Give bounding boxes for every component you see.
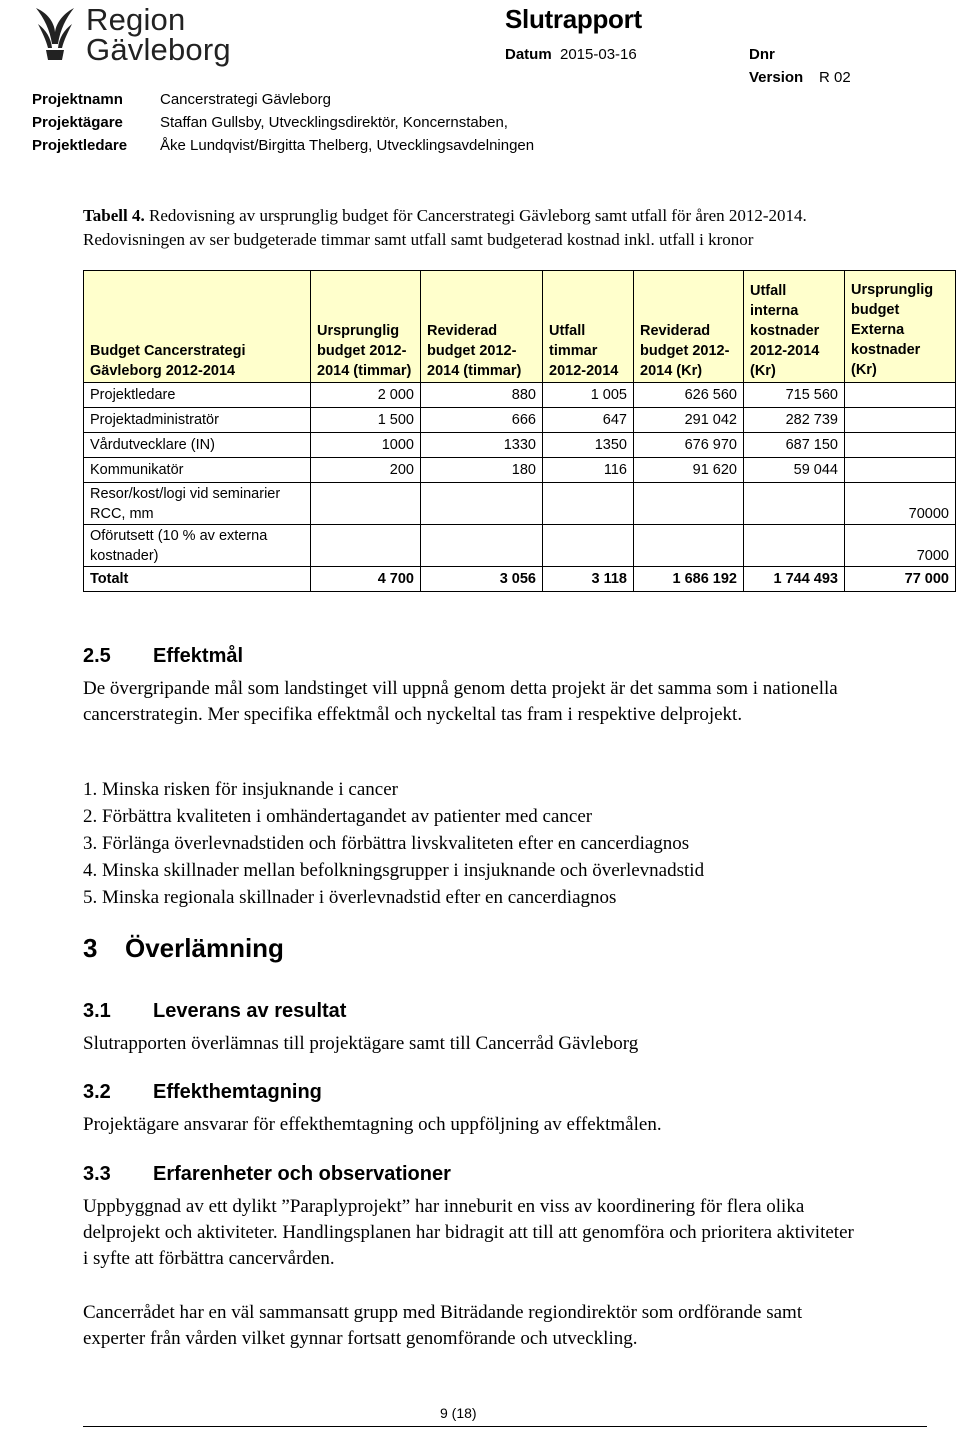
table-cell: 666 [421,408,543,433]
table-cell: 1350 [543,433,634,458]
version-value: R 02 [819,69,851,86]
goal-item: 5. Minska regionala skillnader i överlevnadstid efter en cancerdiagnos [83,887,617,908]
table-cell [845,458,956,483]
section-heading-3-3 [83,1163,451,1186]
goal-item: 4. Minska skillnader mellan befolkningsgrupper i insjuknande och överlevnadstid [83,860,705,881]
section-heading-3-2 [83,1081,322,1104]
table-cell: 70000 [845,483,956,525]
section-title: Leverans av resultat [153,1000,347,1022]
table-cell: Projektledare [84,383,311,408]
table-cell: 1 005 [543,383,634,408]
section-number: 3.1 [83,1000,111,1022]
table-cell [744,483,845,525]
table-cell: Oförutsett (10 % av externa kostnader) [84,525,311,567]
table-cell: 626 560 [634,383,744,408]
projektledare-label: Projektledare [32,137,128,154]
projektagare-value: Staffan Gullsby, Utvecklingsdirektör, Koncernstaben, [160,114,508,131]
projektnamn-value: Cancerstrategi Gävleborg [160,91,331,108]
section-title: Överlämning [125,933,284,963]
table-cell: 1000 [311,433,421,458]
section-3-2-text: Projektägare ansvarar för effekthemtagning och uppföljning av effektmålen. [83,1114,662,1135]
table-cell: 880 [421,383,543,408]
table-cell: 687 150 [744,433,845,458]
goal-item: 3. Förlänga överlevnadstiden och förbättra livskvaliteten efter en cancerdiagnos [83,833,690,854]
section-heading-3 [83,933,284,964]
table-cell: 1 686 192 [634,567,744,592]
table-cell: 1 744 493 [744,567,845,592]
table-cell [634,525,744,567]
section-heading-3-1 [83,1000,346,1023]
footer-divider [83,1426,927,1427]
table-cell: Projektadministratör [84,408,311,433]
section-number: 2.5 [83,645,111,667]
table-header-row [84,271,956,383]
table-cell [421,525,543,567]
dnr-label: Dnr [749,46,775,63]
column-header: Utfall interna kostnader 2012-2014 (Kr) [744,271,845,383]
projektledare-value: Åke Lundqvist/Birgitta Thelberg, Utvecklingsavdelningen [160,137,535,154]
column-header: Ursprunglig budget 2012-2014 (timmar) [311,271,421,383]
table-cell: 715 560 [744,383,845,408]
region-gavleborg-logo [32,2,242,66]
projektnamn-label: Projektnamn [32,91,123,108]
table-cell [744,525,845,567]
table-cell [634,483,744,525]
caption-label: Tabell 4. [83,206,145,225]
table-cell: 3 056 [421,567,543,592]
table-cell [543,483,634,525]
table-cell: Resor/kost/logi vid seminarier RCC, mm [84,483,311,525]
table-cell [421,483,543,525]
section-number: 3 [83,933,98,963]
table-caption [83,204,843,252]
table-row-total [84,567,956,592]
column-header: Ursprunglig budget Externa kostnader (Kr) [845,271,956,383]
section-3-3-text-1: Uppbyggnad av ett dylikt ”Paraplyprojekt” har inneburit en viss av koordinering för flera olika delprojekt och aktiviteter. Handlingsplanen har bidragit att till att genomföra och prioritera aktiviteter i syfte att förbättra cancervården. [83,1196,854,1269]
table-cell: 91 620 [634,458,744,483]
table-cell: 647 [543,408,634,433]
logo-mark-icon [32,4,78,64]
page-number: 9 (18) [440,1405,477,1421]
table-cell: Vårdutvecklare (IN) [84,433,311,458]
column-header: Budget Cancerstrategi Gävleborg 2012-2014 [84,271,311,383]
table-cell: 291 042 [634,408,744,433]
table-cell [311,483,421,525]
table-cell: 3 118 [543,567,634,592]
document-title: Slutrapport [505,4,642,34]
budget-table [83,270,956,592]
caption-text: Redovisning av ursprunglig budget för Cancerstrategi Gävleborg samt utfall för åren 2012-2014. Redovisningen av ser budgeterade timmar samt utfall samt budgeterad kostnad inkl. utfall i kronor [83,206,807,249]
section-title: Effektmål [153,645,244,667]
section-title: Effekthemtagning [153,1081,322,1103]
logo-text-region: Region [86,2,186,37]
section-number: 3.3 [83,1163,111,1185]
table-row [84,433,956,458]
table-row [84,408,956,433]
table-cell: 59 044 [744,458,845,483]
table-cell [311,525,421,567]
column-header: Utfall timmar 2012-2014 [543,271,634,383]
table-cell [845,383,956,408]
goal-item: 2. Förbättra kvaliteten i omhändertagandet av patienter med cancer [83,806,593,827]
table-cell [845,433,956,458]
version-label: Version [749,69,804,86]
table-cell: 116 [543,458,634,483]
table-cell: 1330 [421,433,543,458]
table-cell: 77 000 [845,567,956,592]
column-header: Reviderad budget 2012-2014 (Kr) [634,271,744,383]
logo-text-gavleborg: Gävleborg [86,32,231,67]
column-header: Reviderad budget 2012-2014 (timmar) [421,271,543,383]
section-number: 3.2 [83,1081,111,1103]
table-cell: 7000 [845,525,956,567]
table-cell: 676 970 [634,433,744,458]
datum-label: Datum [505,46,552,63]
table-cell: 2 000 [311,383,421,408]
table-row [84,383,956,408]
table-cell [845,408,956,433]
table-row [84,483,956,525]
section-heading-2-5 [83,645,243,668]
table-cell: 200 [311,458,421,483]
table-cell [543,525,634,567]
table-cell: 4 700 [311,567,421,592]
table-cell: Kommunikatör [84,458,311,483]
goal-item: 1. Minska risken för insjuknande i cancer [83,779,398,800]
section-2-5-text: De övergripande mål som landstinget vill uppnå genom detta projekt är det samma som i nationella cancerstrategin. Mer specifika effektmål och nyckeltal tas fram i respektive delprojekt. [83,678,838,725]
datum-value: 2015-03-16 [560,46,637,63]
table-cell: 282 739 [744,408,845,433]
section-title: Erfarenheter och observationer [153,1163,451,1185]
projektagare-label: Projektägare [32,114,123,131]
section-3-3-text-2: Cancerrådet har en väl sammansatt grupp med Biträdande regiondirektör som ordförande samt experter från vården vilket gynnar fortsatt genomförande och utveckling. [83,1302,803,1349]
table-cell: 180 [421,458,543,483]
section-3-1-text: Slutrapporten överlämnas till projektägare samt till Cancerråd Gävleborg [83,1033,639,1054]
table-cell: Totalt [84,567,311,592]
table-cell: 1 500 [311,408,421,433]
table-row [84,458,956,483]
table-row [84,525,956,567]
